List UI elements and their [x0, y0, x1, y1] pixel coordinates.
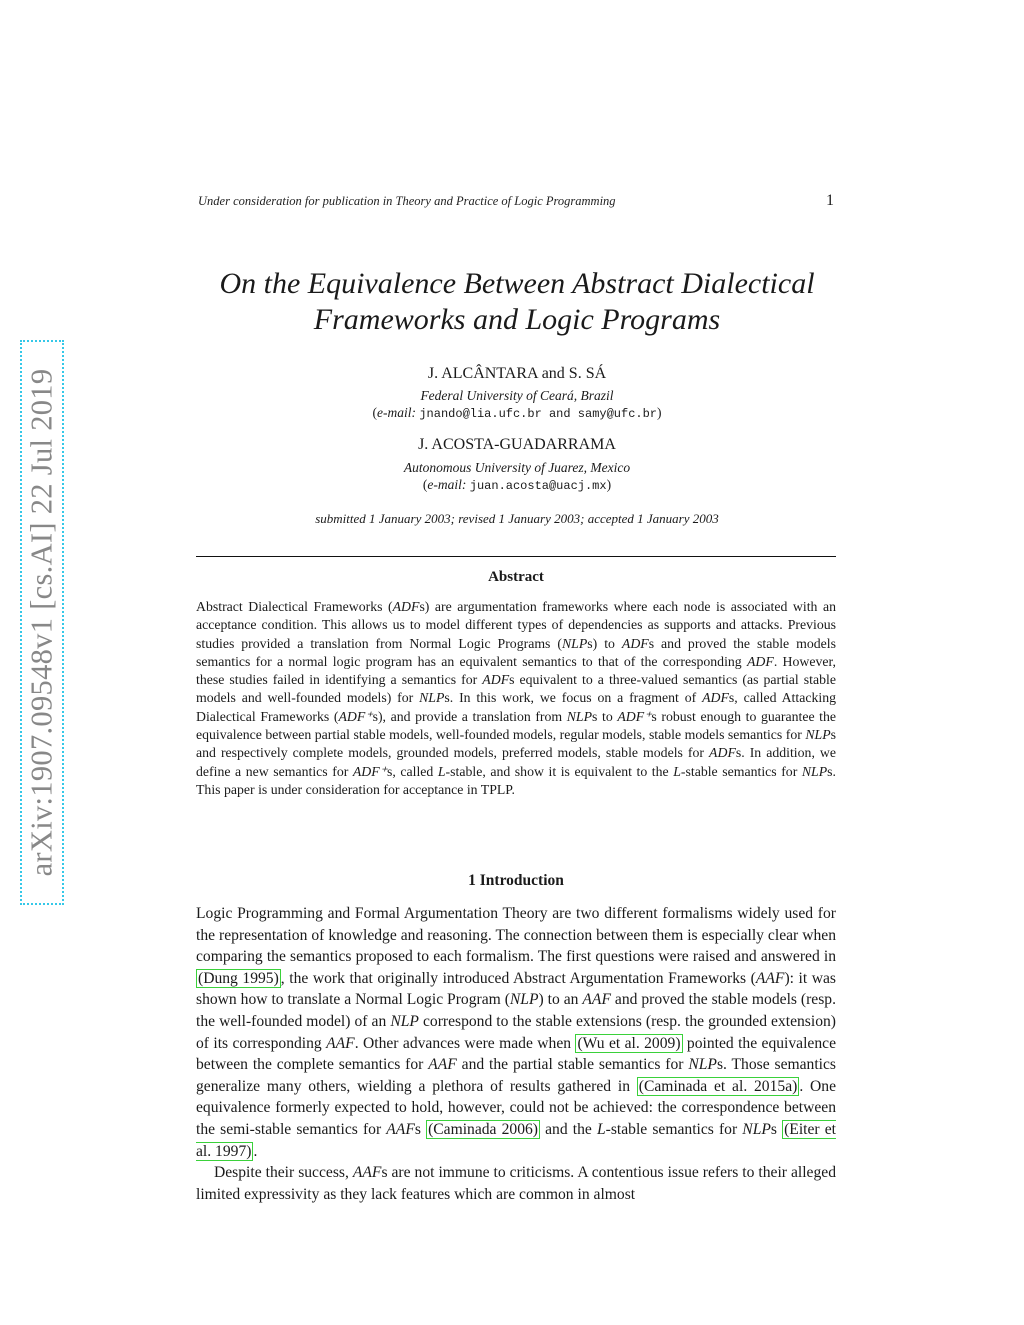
- submission-dates: submitted 1 January 2003; revised 1 January 2003; accepted 1 January 2003: [315, 511, 719, 526]
- citation-link[interactable]: (Eiter et al. 1997): [196, 1120, 836, 1160]
- intro-paragraph-2: Despite their success, AAFs are not immune to criticisms. A contentious issue refers to their alleged limited expressivity as they lack features which are common in almost: [196, 1164, 836, 1203]
- authors-1: J. ALCÂNTARA and S. SÁ: [427, 365, 607, 382]
- citation-link[interactable]: (Wu et al. 2009): [577, 1034, 681, 1052]
- citation-link[interactable]: (Caminada 2006): [428, 1120, 538, 1138]
- email-line-1: (e-mail: jnando@lia.ufc.br and samy@ufc.br): [372, 405, 662, 421]
- abstract-title: Abstract: [488, 569, 544, 585]
- introduction-body: [196, 903, 836, 1205]
- arxiv-stamp-text: arXiv:1907.09548v1 [cs.AI] 22 Jul 2019: [24, 368, 59, 877]
- email-line-2: (e-mail: juan.acosta@uacj.mx): [422, 477, 612, 493]
- divider: [196, 556, 836, 557]
- citation-link[interactable]: (Caminada et al. 2015a): [638, 1077, 798, 1095]
- authors-2: J. ACOSTA-GUADARRAMA: [418, 436, 616, 453]
- arxiv-stamp: [20, 340, 64, 905]
- email-label: e-mail:: [427, 477, 467, 492]
- intro-paragraph-1: Logic Programming and Formal Argumentation Theory are two different formalisms widely used for the representation of knowledge and reasoning. The connection between them is especially clear when comparing the semantics proposed to each formalism. The first questions were raised and answered in (Dung 1995) , the work that originally introduced Abstract Argumentation Frameworks (AAF): it was shown how to translate a Normal Logic Program (NLP) to an AAF and proved the stable models (resp. the well-founded model) of an NLP correspond to the stable extensions (resp. the grounded extension) of its corresponding AAF. Other advances were made when (Wu et al. 2009) pointed the equivalence between the complete semantics for AAF and the partial stable semantics for NLPs. Those semantics generalize many others, wielding a plethora of results gathered in (Caminada et al. 2015a) . One equivalence formerly expected to hold, however, could not be achieved: the correspondence between the semi-stable semantics for AAFs (Caminada 2006) and the L-stable semantics for NLPs (Eiter et al. 1997) .: [196, 905, 836, 1160]
- page-number: 1: [826, 192, 834, 209]
- citation-link[interactable]: (Dung 1995): [198, 969, 279, 987]
- title-line-2: Frameworks and Logic Programs: [313, 303, 721, 336]
- title-line-1: On the Equivalence Between Abstract Dialectical: [219, 267, 815, 300]
- email-label: e-mail:: [377, 405, 416, 420]
- affiliation-1: Federal University of Ceará, Brazil: [420, 388, 614, 403]
- abstract-body: Abstract Dialectical Frameworks (ADFs) are argumentation frameworks where each node is associated with an acceptance condition. This allows us to model different types of dependencies as supports and attacks. Previous studies provided a translation from Normal Logic Programs (NLPs) to ADFs and proved the stable models semantics for a normal logic program has an equivalent semantics to that of the corresponding ADF. However, these studies failed in identifying a semantics for ADFs equivalent to a three-valued semantics (as partial stable models and well-founded models) for NLPs. In this work, we focus on a fragment of ADFs, called Attacking Dialectical Frameworks (ADF⁺s), and provide a translation from NLPs to ADF⁺s robust enough to guarantee the equivalence between partial stable models, well-founded models, regular models, stable models semantics for NLPs and respectively complete models, grounded models, preferred models, stable models for ADFs. In addition, we define a new semantics for ADF⁺s, called L-stable, and show it is equivalent to the L-stable semantics for NLPs. This paper is under consideration for acceptance in TPLP.: [196, 599, 837, 797]
- section-title: 1 Introduction: [468, 872, 564, 889]
- running-head: Under consideration for publication in Theory and Practice of Logic Programming: [198, 194, 616, 208]
- paper-title: [150, 266, 884, 338]
- email-2[interactable]: juan.acosta@uacj.mx: [469, 479, 607, 493]
- affiliation-2: Autonomous University of Juarez, Mexico: [403, 460, 631, 475]
- email-1[interactable]: jnando@lia.ufc.br and samy@ufc.br: [419, 407, 657, 421]
